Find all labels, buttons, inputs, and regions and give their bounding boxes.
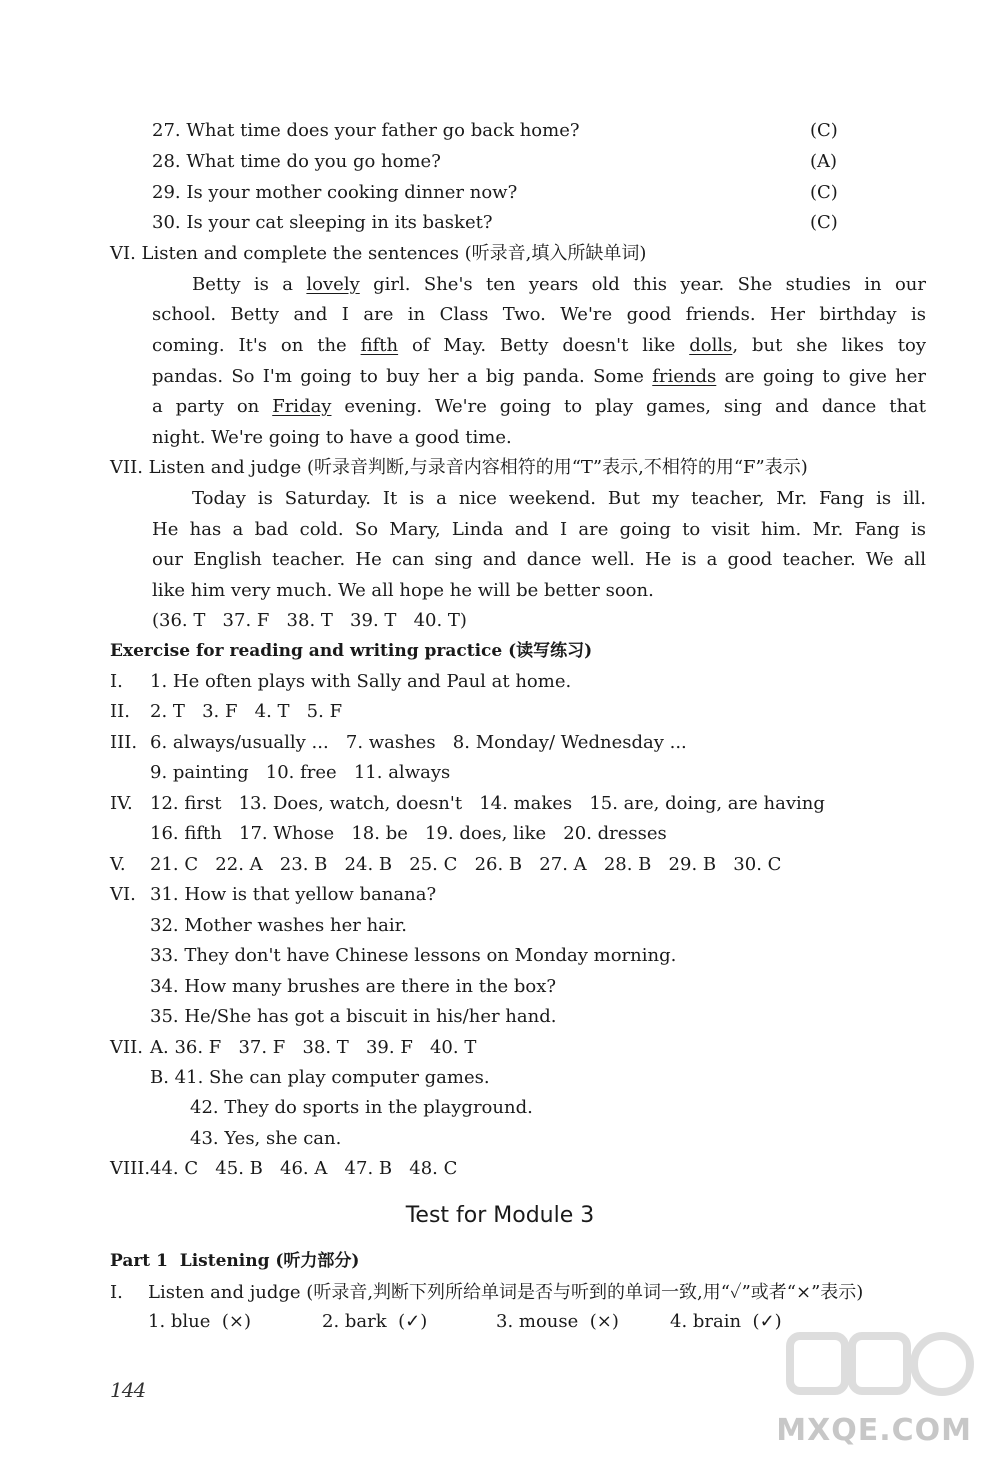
test-section-heading: Listen and judge (听录音,判断下列所给单词是否与听到的单词一致,用“✓”或者“×”表示) — [148, 1282, 864, 1303]
passage-line-6: night. We're going to have a good time. — [152, 427, 512, 448]
answer-fifth: fifth — [360, 335, 399, 356]
question-30: 30. Is your cat sleeping in its basket? — [152, 212, 493, 233]
rw-num-7: V. — [110, 854, 126, 875]
answer-30: (C) — [810, 212, 838, 233]
answer-lovely: lovely — [306, 274, 360, 295]
rw-line-14: B. 41. She can play computer games. — [150, 1067, 490, 1088]
text-run: pandas. So I'm going to buy her a big panda. Some — [152, 366, 653, 387]
part-1-heading: Part 1 Listening (听力部分) — [110, 1251, 360, 1271]
rw-num-8: VI. — [110, 884, 136, 905]
question-29: 29. Is your mother cooking dinner now? — [152, 182, 518, 203]
test-item-1: 1. blue (×) — [148, 1311, 251, 1332]
section-6-heading: VI. Listen and complete the sentences (听录音,填入所缺单词) — [110, 243, 647, 264]
rw-num-3: III. — [110, 732, 138, 753]
text-run: are going to give her — [716, 366, 926, 387]
rw-num-2: II. — [110, 701, 130, 722]
rw-heading: Exercise for reading and writing practice (读写练习) — [110, 641, 593, 661]
rw-line-11: 34. How many brushes are there in the box? — [150, 976, 557, 997]
judge-answers: (36. T 37. F 38. T 39. T 40. T) — [152, 610, 467, 631]
rw-line-3: 6. always/usually ... 7. washes 8. Monday/ Wednesday ... — [150, 732, 687, 753]
page-number: 144 — [110, 1378, 146, 1402]
passage-line-5 — [152, 395, 926, 419]
question-28: 28. What time do you go home? — [152, 151, 441, 172]
test-section-num: I. — [110, 1282, 123, 1303]
text-run: Betty is a — [192, 274, 307, 295]
passage-line-2 — [152, 303, 926, 327]
text-run: , but she likes toy — [732, 335, 927, 356]
rw-line-6: 16. fifth 17. Whose 18. be 19. does, like 20. dresses — [150, 823, 667, 844]
text-run: school. Betty and I are in Class Two. We're good friends. Her birthday is — [152, 304, 926, 325]
judge-line-1: Today is Saturday. It is a nice weekend. But my teacher, Mr. Fang is ill. — [192, 488, 926, 509]
rw-num-13: VII. — [110, 1037, 143, 1058]
judge-line-4: like him very much. We all hope he will be better soon. — [152, 580, 654, 601]
rw-num-5: IV. — [110, 793, 133, 814]
text-run: of May. Betty doesn't like — [398, 335, 690, 356]
watermark-text: MXQE.COM — [776, 1413, 972, 1448]
test-item-2: 2. bark (✓) — [322, 1311, 428, 1332]
test-title: Test for Module 3 — [405, 1203, 595, 1228]
rw-line-9: 32. Mother washes her hair. — [150, 915, 408, 936]
passage-line-4 — [152, 365, 926, 389]
answer-28: (A) — [810, 151, 838, 172]
rw-line-15: 42. They do sports in the playground. — [190, 1097, 533, 1118]
answer-friends: friends — [652, 366, 717, 387]
judge-line-2: He has a bad cold. So Mary, Linda and I are going to visit him. Mr. Fang is — [152, 519, 926, 540]
passage-line-3 — [152, 334, 926, 358]
rw-line-2: 2. T 3. F 4. T 5. F — [150, 701, 343, 722]
rw-line-17: 44. C 45. B 46. A 47. B 48. C — [150, 1158, 458, 1179]
judge-line-3: our English teacher. He can sing and dance well. He is a good teacher. We all — [152, 549, 926, 570]
rw-line-7: 21. C 22. A 23. B 24. B 25. C 26. B 27. A 28. B 29. B 30. C — [150, 854, 782, 875]
rw-line-16: 43. Yes, she can. — [190, 1128, 342, 1149]
rw-num-17: VIII. — [110, 1158, 151, 1179]
rw-line-12: 35. He/She has got a biscuit in his/her hand. — [150, 1006, 557, 1027]
answer-dolls: dolls — [689, 335, 733, 356]
text-run: girl. She's ten years old this year. She studies in our — [359, 274, 927, 295]
rw-line-4: 9. painting 10. free 11. always — [150, 762, 451, 783]
test-item-3: 3. mouse (×) — [496, 1311, 619, 1332]
question-27: 27. What time does your father go back home? — [152, 120, 580, 141]
rw-line-10: 33. They don't have Chinese lessons on Monday morning. — [150, 945, 677, 966]
answer-friday: Friday — [272, 396, 332, 417]
test-item-4: 4. brain (✓) — [670, 1311, 782, 1332]
answer-27: (C) — [810, 120, 838, 141]
rw-line-1: 1. He often plays with Sally and Paul at home. — [150, 671, 572, 692]
text-run: evening. We're going to play games, sing and dance that — [331, 396, 927, 417]
text-run: coming. It's on the — [152, 335, 361, 356]
rw-line-13: A. 36. F 37. F 38. T 39. F 40. T — [150, 1037, 477, 1058]
answer-29: (C) — [810, 182, 838, 203]
rw-line-5: 12. first 13. Does, watch, doesn't 14. makes 15. are, doing, are having — [150, 793, 825, 814]
text-run: a party on — [152, 396, 273, 417]
rw-num-1: I. — [110, 671, 123, 692]
passage-line-1 — [192, 273, 926, 297]
section-7-heading: VII. Listen and judge (听录音判断,与录音内容相符的用“T”表示,不相符的用“F”表示) — [110, 457, 808, 478]
rw-line-8: 31. How is that yellow banana? — [150, 884, 437, 905]
